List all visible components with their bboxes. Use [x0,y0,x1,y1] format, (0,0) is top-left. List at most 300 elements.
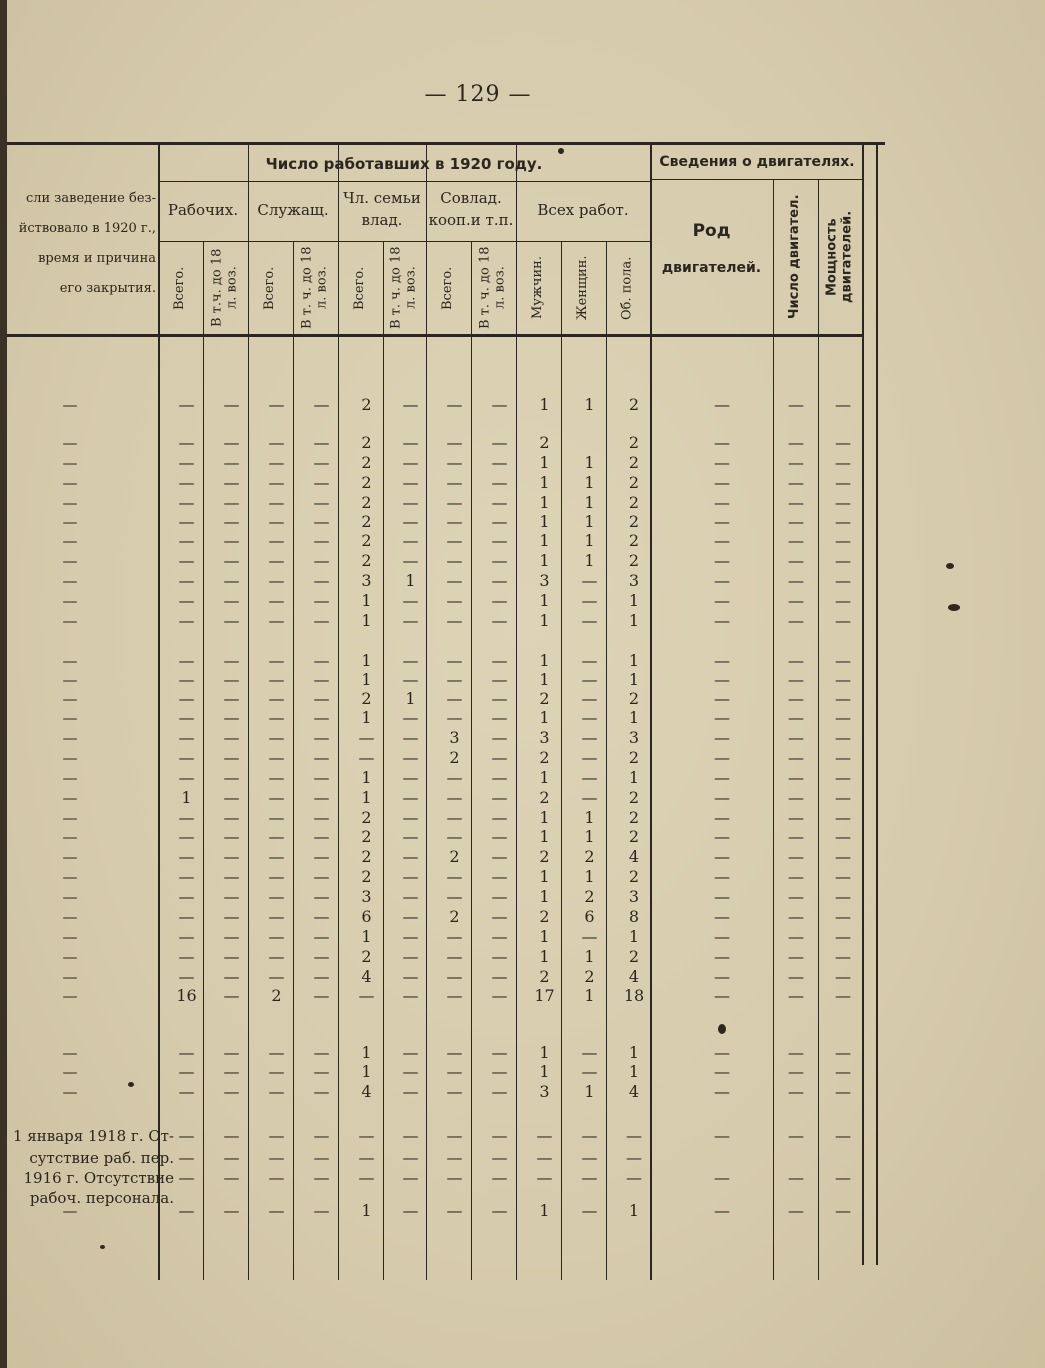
table-cell: — [223,986,240,1005]
table-cell: — [446,1201,463,1220]
table-cell: 1 [539,551,550,570]
table-cell: — [223,1168,240,1187]
table-cell: — [178,1043,195,1062]
table-cell: — [714,512,730,531]
table-cell: — [223,551,240,570]
table-cell: 1 [539,395,550,414]
table-cell: — [491,1043,508,1062]
table-cell: — [491,611,508,630]
table-cell: — [313,1126,330,1145]
group-label: Всех работ. [537,201,629,219]
table-cell: — [714,1201,730,1220]
table-cell: 1 [361,651,372,670]
sub-header: Всего. [262,266,278,310]
table-cell: — [268,1168,285,1187]
table-cell: 1 [584,512,595,531]
table-cell: 2 [361,808,372,827]
table-cell: — [835,551,851,570]
table-cell: — [178,571,195,590]
sub-header: В т. ч. до 18 л. воз. [299,246,330,330]
table-cell: — [491,493,508,512]
table-cell: 6 [584,907,595,926]
table-cell: 3 [628,571,640,590]
header-bottom-rule [7,334,862,337]
table-cell: 2 [449,907,460,926]
table-cell: — [788,1201,804,1220]
engines-title-rule [650,179,862,180]
table-cell: 3 [539,728,550,747]
table-cell: — [313,591,330,610]
groups-rule [158,241,650,242]
table-cell: — [835,611,851,630]
table-cell: — [446,1126,463,1145]
table-cell: — [835,927,851,946]
table-cell: — [313,847,330,866]
table-cell: — [178,651,195,670]
table-cell: 1 [539,651,550,670]
table-cell: — [268,887,285,906]
table-cell: — [446,689,463,708]
table-cell: — [223,1126,240,1145]
table-cell: — [446,827,463,846]
table-cell: 1 [539,1043,550,1062]
table-cell: — [268,395,285,414]
table-cell: 1 [539,947,550,966]
table-cell: — [178,907,195,926]
table-cell: — [446,571,463,590]
table-cell: — [714,748,730,767]
table-cell: 3 [628,887,640,906]
table-cell: — [178,591,195,610]
closure-note: — [62,690,78,708]
table-cell: — [268,1148,285,1167]
table-cell: — [223,907,240,926]
table-cell: — [402,433,419,452]
table-cell: — [446,808,463,827]
table-cell: 2 [361,453,372,472]
ink-spot [948,604,960,611]
table-cell: — [313,453,330,472]
table-cell: — [178,1126,195,1145]
table-cell: — [402,651,419,670]
table-cell: — [491,1148,508,1167]
table-cell: — [714,395,730,414]
table-cell: — [788,591,804,610]
table-cell: — [402,927,419,946]
closure-note: — [62,434,78,452]
table-cell: 1 [361,1043,372,1062]
table-cell: — [714,1168,730,1187]
table-cell: — [491,571,508,590]
table-cell: — [223,473,240,492]
table-cell: — [714,887,730,906]
closure-note: 1 января 1918 г. От- [13,1127,174,1145]
table-cell: 1 [628,927,640,946]
table-cell: — [788,551,804,570]
table-cell: 1 [539,1062,550,1081]
table-cell: — [491,768,508,787]
table-cell: — [714,670,730,689]
table-cell: — [491,1082,508,1101]
table-cell: — [178,551,195,570]
table-cell: 2 [361,395,372,414]
table-cell: 2 [584,887,595,906]
table-cell: — [446,967,463,986]
table-cell: — [581,571,598,590]
table-cell: — [313,1062,330,1081]
table-cell: — [358,986,375,1005]
table-cell: 2 [628,433,640,452]
table-cell: 4 [628,1082,640,1101]
ink-spot [128,1082,134,1087]
table-cell: — [788,1062,804,1081]
table-cell: — [178,670,195,689]
table-cell: — [223,768,240,787]
table-cell: 1 [584,867,595,886]
table-cell: — [313,551,330,570]
closure-note: — [62,968,78,986]
table-cell: — [581,1062,598,1081]
table-cell: 1 [361,591,372,610]
table-cell: — [491,867,508,886]
sub-header: Об. пола. [619,256,635,320]
table-cell: — [268,728,285,747]
table-cell: — [788,512,804,531]
table-cell: — [714,986,730,1005]
table-cell: — [536,1148,553,1167]
group-label: Рабочих. [167,201,239,219]
table-cell: 1 [539,531,550,550]
closure-note: — [62,888,78,906]
table-cell: — [835,1043,851,1062]
table-cell: — [581,611,598,630]
closure-note: — [62,1044,78,1062]
table-cell: — [402,788,419,807]
table-cell: 1 [584,551,595,570]
table-cell: — [788,1168,804,1187]
sub-header: Женщин. [575,255,591,321]
table-cell: — [835,1062,851,1081]
table-cell: — [313,867,330,886]
table-cell: — [491,395,508,414]
table-cell: — [446,433,463,452]
table-cell: — [446,473,463,492]
table-cell: 1 [539,591,550,610]
table-cell: 1 [361,1201,372,1220]
table-cell: — [402,551,419,570]
table-cell: 2 [361,827,372,846]
group-label: Служащ. [257,201,329,219]
table-cell: 1 [539,670,550,689]
table-cell: — [402,1148,419,1167]
engine-kind-header: Род [692,221,731,241]
table-cell: 1 [628,591,640,610]
sub-header: В т. ч. до 18 л. воз. [477,246,508,330]
table-cell: — [268,433,285,452]
closure-note: — [62,749,78,767]
table-cell: 1 [361,768,372,787]
table-cell: — [223,591,240,610]
table-cell: 1 [539,453,550,472]
table-cell: — [178,847,195,866]
table-cell: — [268,867,285,886]
table-cell: — [491,591,508,610]
table-cell: — [402,748,419,767]
table-cell: — [402,827,419,846]
table-cell: — [788,611,804,630]
table-cell: — [358,1168,375,1187]
table-cell: — [313,433,330,452]
closure-note: — [62,987,78,1005]
table-cell: — [788,453,804,472]
table-cell: — [788,887,804,906]
table-cell: 1 [539,493,550,512]
table-cell: — [714,1043,730,1062]
table-cell: — [446,670,463,689]
table-cell: — [402,768,419,787]
table-cell: — [788,967,804,986]
table-cell: — [178,1148,195,1167]
table-cell: — [788,827,804,846]
table-cell: — [835,788,851,807]
table-cell: — [835,1126,851,1145]
group-label: Чл. семьи [343,189,421,207]
table-cell: — [178,768,195,787]
table-cell: — [491,748,508,767]
table-cell: — [402,1201,419,1220]
table-cell: — [268,748,285,767]
table-cell: — [402,591,419,610]
table-cell: — [223,867,240,886]
table-cell: — [835,1082,851,1101]
table-cell: — [402,1062,419,1081]
table-cell: — [788,728,804,747]
table-cell: — [491,1201,508,1220]
table-cell: — [268,847,285,866]
table-cell: — [223,947,240,966]
table-cell: — [788,847,804,866]
table-cell: — [835,512,851,531]
table-cell: — [402,808,419,827]
closure-note: рабоч. персонала. [29,1189,174,1207]
table-cell: — [223,847,240,866]
table-cell: 2 [628,808,640,827]
group-label: влад. [361,211,403,229]
table-cell: — [714,473,730,492]
table-cell: — [402,531,419,550]
table-cell: — [223,512,240,531]
table-cell: — [714,867,730,886]
table-cell: — [268,1062,285,1081]
table-cell: 2 [361,551,372,570]
table-cell: — [714,708,730,727]
table-cell: — [446,927,463,946]
table-cell: — [581,651,598,670]
table-cell: 6 [361,907,372,926]
closure-note: сутствие раб. пер. [29,1149,174,1167]
table-cell: — [402,986,419,1005]
table-cell: — [581,1201,598,1220]
table-cell: — [446,1148,463,1167]
table-cell: 2 [628,748,640,767]
table-cell: 1 [584,808,595,827]
table-cell: 1 [539,611,550,630]
table-cell: 4 [628,847,640,866]
table-cell: — [178,867,195,886]
table-cell: — [178,1201,195,1220]
table-cell: — [178,493,195,512]
table-cell: — [714,728,730,747]
table-cell: — [402,1043,419,1062]
sub-header: Всего. [172,266,188,310]
table-cell: 2 [539,433,550,452]
table-cell: — [835,967,851,986]
table-cell: — [268,808,285,827]
table-cell: 2 [628,512,640,531]
table-cell: — [268,768,285,787]
table-cell: — [491,551,508,570]
table-cell: 1 [539,1201,550,1220]
table-cell: — [835,473,851,492]
table-cell: — [714,768,730,787]
table-cell: — [446,1043,463,1062]
table-cell: — [268,531,285,550]
table-cell: — [358,1126,375,1145]
table-cell: — [491,651,508,670]
closure-header-line: сли заведение без- [25,191,156,206]
table-cell: — [835,1168,851,1187]
table-cell: 1 [405,689,416,708]
table-cell: 1 [628,651,640,670]
closure-note: — [62,592,78,610]
table-cell: — [178,512,195,531]
table-cell: 2 [628,531,640,550]
table-cell: — [491,808,508,827]
table-cell: — [313,670,330,689]
table-cell: — [714,611,730,630]
table-cell: — [313,571,330,590]
table-cell: — [835,453,851,472]
table-cell: — [835,728,851,747]
table-cell: 1 [584,473,595,492]
table-cell: — [313,808,330,827]
table-cell: 2 [628,689,640,708]
table-cell: — [402,947,419,966]
closure-note: — [62,572,78,590]
table-cell: — [835,808,851,827]
table-cell: — [178,748,195,767]
table-cell: — [223,531,240,550]
table-cell: — [223,651,240,670]
table-cell: — [178,611,195,630]
table-cell: 2 [361,531,372,550]
table-cell: — [788,788,804,807]
table-cell: 1 [539,927,550,946]
table-cell: — [581,689,598,708]
table-cell: — [313,395,330,414]
table-cell: — [581,728,598,747]
table-cell: — [788,867,804,886]
table-cell: 1 [584,827,595,846]
table-cell: — [491,531,508,550]
table-cell: 4 [628,967,640,986]
table-cell: — [178,708,195,727]
table-cell: — [835,591,851,610]
closure-header-line: его закрытия. [59,281,156,296]
table-cell: — [581,788,598,807]
table-cell: — [788,768,804,787]
table-cell: — [835,689,851,708]
table-cell: — [788,531,804,550]
table-cell: — [491,1168,508,1187]
table-cell: — [178,1062,195,1081]
table-cell: — [581,1168,598,1187]
table-cell: — [268,967,285,986]
table-cell: 2 [361,473,372,492]
table-cell: — [788,986,804,1005]
table-cell: — [835,493,851,512]
table-cell: — [402,473,419,492]
table-cell: 2 [628,947,640,966]
closure-note: — [62,474,78,492]
table-cell: — [835,887,851,906]
table-cell: — [268,947,285,966]
table-cell: — [714,651,730,670]
closure-note: — [62,729,78,747]
table-cell: 1 [539,887,550,906]
table-cell: — [223,1082,240,1101]
table-cell: 16 [176,986,197,1005]
table-cell: — [835,571,851,590]
table-cell: — [626,1148,642,1167]
table-cell: — [491,887,508,906]
table-cell: — [714,551,730,570]
table-cell: — [402,1126,419,1145]
table-cell: — [446,947,463,966]
table-cell: 1 [405,571,416,590]
table-cell: 2 [539,847,550,866]
closure-note: — [62,1063,78,1081]
table-cell: 1 [584,947,595,966]
table-cell: — [714,847,730,866]
table-cell: — [313,967,330,986]
table-cell: — [178,433,195,452]
table-cell: — [178,728,195,747]
table-cell: — [491,986,508,1005]
table-cell: — [835,395,851,414]
table-cell: — [268,591,285,610]
table-cell: — [446,551,463,570]
table-cell: 1 [181,788,192,807]
table-cell: — [714,571,730,590]
table-cell: — [446,591,463,610]
closure-note: — [62,454,78,472]
table-cell: — [446,512,463,531]
table-cell: — [223,571,240,590]
table-cell: — [788,473,804,492]
table-cell: — [714,433,730,452]
table-cell: — [223,611,240,630]
table-cell: — [402,395,419,414]
table-cell: — [178,927,195,946]
table-cell: — [835,748,851,767]
table-cell: — [358,728,375,747]
table-cell: — [313,927,330,946]
ink-spot [100,1245,105,1249]
closure-note: — [62,789,78,807]
table-cell: — [714,1062,730,1081]
table-cell: 2 [361,689,372,708]
